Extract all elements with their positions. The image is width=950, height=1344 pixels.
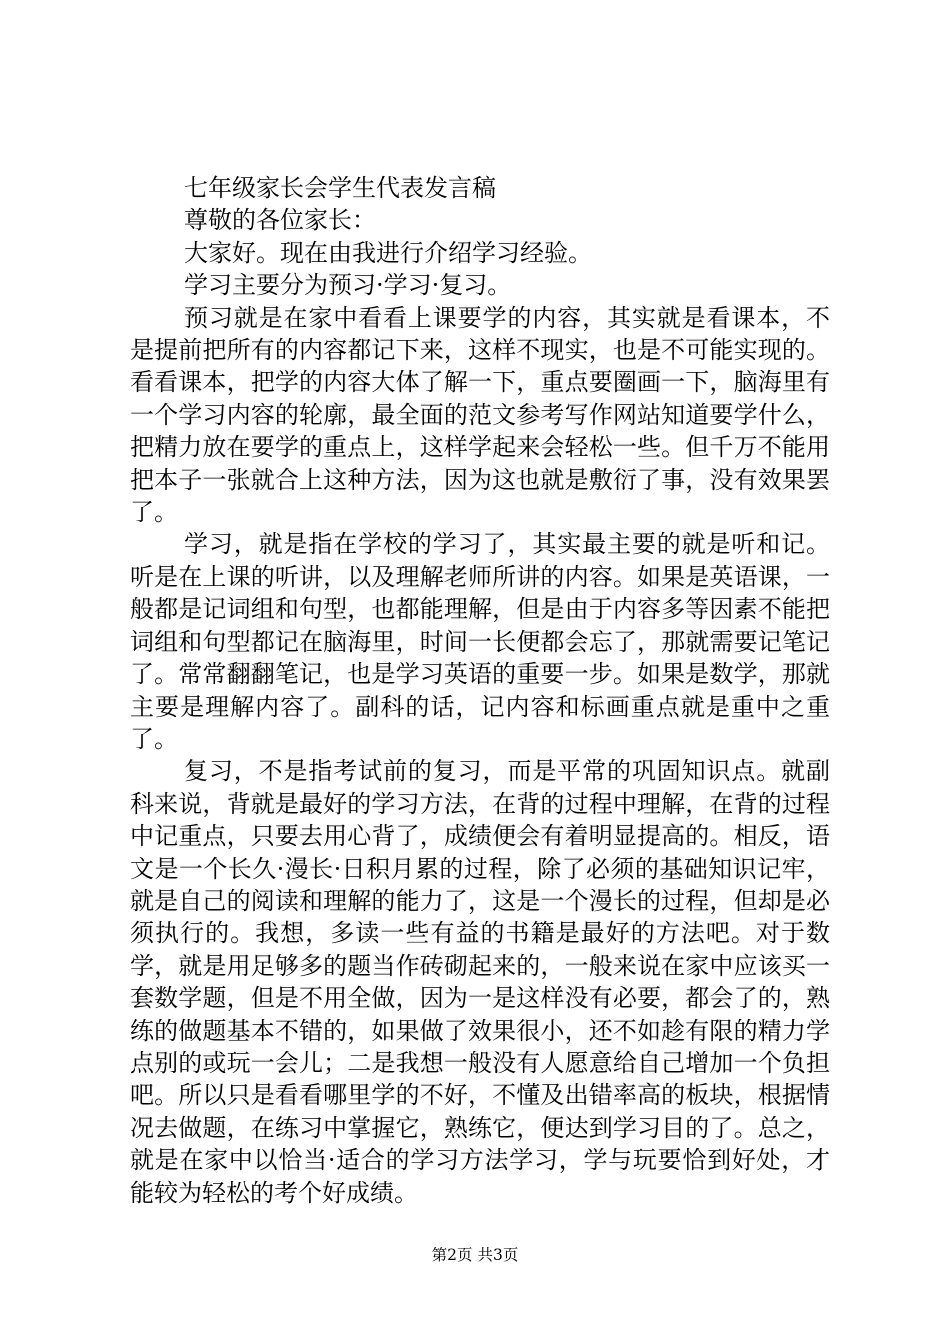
document-body bbox=[130, 172, 830, 1209]
page-footer: 第2页 共3页 bbox=[431, 1246, 519, 1264]
paragraph-review: 复习，不是指考试前的复习，而是平常的巩固知识点。就副科来说，背就是最好的学习方法，在背的过程中理解，在背的过程中记重点，只要去用心背了，成绩便会有着明显提高的。相反，语文是一个长久·漫长·日积月累的过程，除了必须的基础知识记牢，就是自己的阅读和理解的能力了，这是一个漫长的过程，但却是必须执行的。我想，多读一些有益的书籍是最好的方法吧。对于数学，就是用足够多的题当作砖砌起来的，一般来说在家中应该买一套数学题，但是不用全做，因为一是这样没有必要，都会了的，熟练的做题基本不错的，如果做了效果很小，还不如趁有限的精力学点别的或玩一会儿；二是我想一般没有人愿意给自己增加一个负担吧。所以只是看看哪里学的不好，不懂及出错率高的板块，根据情况去做题，在练习中掌握它，熟练它，便达到学习目的了。总之，就是在家中以恰当·适合的学习方法学习，学与玩要恰到好处，才能较为轻松的考个好成绩。 bbox=[130, 757, 830, 1207]
greeting: 大家好。现在由我进行介绍学习经验。 bbox=[184, 238, 592, 267]
outline: 学习主要分为预习·学习·复习。 bbox=[184, 271, 512, 300]
document-title: 七年级家长会学生代表发言稿 bbox=[184, 174, 496, 202]
salutation: 尊敬的各位家长： bbox=[184, 206, 376, 235]
paragraph-study: 学习，就是指在学校的学习了，其实最主要的就是听和记。听是在上课的听讲，以及理解老师所讲的内容。如果是英语课，一般都是记词组和句型，也都能理解，但是由于内容多等因素不能把词组和句型都记在脑海里，时间一长便都会忘了，那就需要记笔记了。常常翻翻笔记，也是学习英语的重要一步。如果是数学，那就主要是理解内容了。副科的话，记内容和标画重点就是重中之重了。 bbox=[130, 530, 830, 753]
paragraph-preview: 预习就是在家中看看上课要学的内容，其实就是看课本，不是提前把所有的内容都记下来，这样不现实，也是不可能实现的。看看课本，把学的内容大体了解一下，重点要圈画一下，脑海里有一个学习内容的轮廓，最全面的范文参考写作网站知道要学什么，把精力放在要学的重点上，这样学起来会轻松一些。但千万不能用把本子一张就合上这种方法，因为这也就是敷衍了事，没有效果罢了。 bbox=[130, 303, 830, 527]
